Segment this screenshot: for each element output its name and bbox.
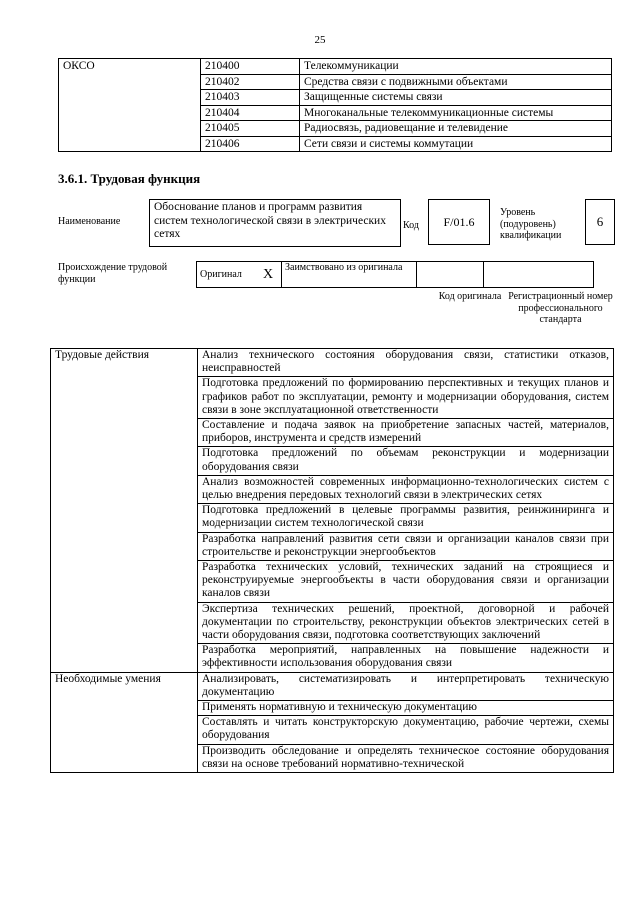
original-label: Оригинал (197, 262, 256, 288)
section-item: Применять нормативную и техническую документацию (198, 701, 614, 716)
section-item: Разработка мероприятий, направленных на повышение надежности и эффективности использования оборудования связи (198, 644, 614, 672)
section-item: Подготовка предложений по формированию перспективных и текущих планов и графиков работ по эксплуатации, ремонту и модернизации оборудования, систем связи в зоне эксплуатационной ответственности (198, 377, 614, 419)
original-code-cell (417, 262, 484, 288)
function-details-table (50, 348, 614, 773)
detail-row (51, 672, 614, 700)
section-category: Трудовые действия (51, 349, 198, 673)
original-mark: X (255, 262, 282, 288)
section-item: Подготовка предложений в целевые программы развития, реинжиниринга и модернизации систем технологической связи (198, 504, 614, 532)
function-code-label: Код (403, 220, 419, 231)
function-name-box: Обоснование планов и программ развития систем технологической связи в электрических сетях (149, 199, 401, 247)
section-item: Разработка направлений развития сети связи и организации каналов связи при строительстве и реконструкции энергообъектов (198, 532, 614, 560)
borrowed-label: Заимствовано из оригинала (282, 262, 417, 288)
section-item: Экспертиза технических решений, проектной, договорной и рабочей документации по строительству, реконструкции объектов электрических сетей в части оборудования связи, подготовка соответствующих заключений (198, 602, 614, 644)
okso-name: Радиосвязь, радиовещание и телевидение (300, 121, 612, 137)
okso-code: 210403 (201, 90, 300, 106)
section-item: Производить обследование и определять техническое состояние оборудования связи на основе требований нормативно-технической (198, 744, 614, 772)
okso-name: Средства связи с подвижными объектами (300, 74, 612, 90)
okso-name: Телекоммуникации (300, 59, 612, 75)
section-item: Подготовка предложений по объемам реконструкции и модернизации оборудования связи (198, 447, 614, 475)
okso-code: 210402 (201, 74, 300, 90)
section-item: Составление и подача заявок на приобретение запасных частей, материалов, приборов, инструмента и средств измерений (198, 419, 614, 447)
function-code-box: F/01.6 (428, 199, 490, 245)
section-item: Анализировать, систематизировать и интерпретировать техническую документацию (198, 672, 614, 700)
qualification-level-label: Уровень (подуровень) квалификации (500, 207, 562, 241)
function-name-label: Наименование (58, 216, 121, 227)
section-item: Анализ технического состояния оборудования связи, статистики отказов, неисправностей (198, 349, 614, 377)
okso-name: Сети связи и системы коммутации (300, 136, 612, 152)
reg-number-cell (484, 262, 594, 288)
okso-label: ОКСО (59, 59, 201, 152)
okso-code: 210405 (201, 121, 300, 137)
reg-number-label: Регистрационный номер профессионального стандарта (508, 291, 613, 325)
okso-name: Многоканальные телекоммуникационные системы (300, 105, 612, 121)
detail-row (51, 349, 614, 377)
section-heading: 3.6.1. Трудовая функция (58, 171, 201, 186)
okso-code: 210400 (201, 59, 300, 75)
section-item: Анализ возможностей современных информационно-технологических систем с целью внедрения передовых технологий связи в электрических сетях (198, 475, 614, 503)
section-item: Составлять и читать конструкторскую документацию, рабочие чертежи, схемы оборудования (198, 716, 614, 744)
okso-row (59, 59, 612, 75)
okso-name: Защищенные системы связи (300, 90, 612, 106)
section-category: Необходимые умения (51, 672, 198, 772)
section-item: Разработка технических условий, технических заданий на строящиеся и реконструируемые энергообъекты в части оборудования связи и организации каналов связи (198, 561, 614, 603)
origin-table (196, 261, 594, 288)
okso-code: 210406 (201, 136, 300, 152)
page-number: 25 (314, 34, 326, 46)
okso-code: 210404 (201, 105, 300, 121)
okso-table (58, 58, 612, 152)
qualification-level-box: 6 (585, 199, 615, 245)
original-code-label: Код оригинала (438, 291, 502, 302)
origin-label: Происхождение трудовой функции (58, 262, 168, 285)
